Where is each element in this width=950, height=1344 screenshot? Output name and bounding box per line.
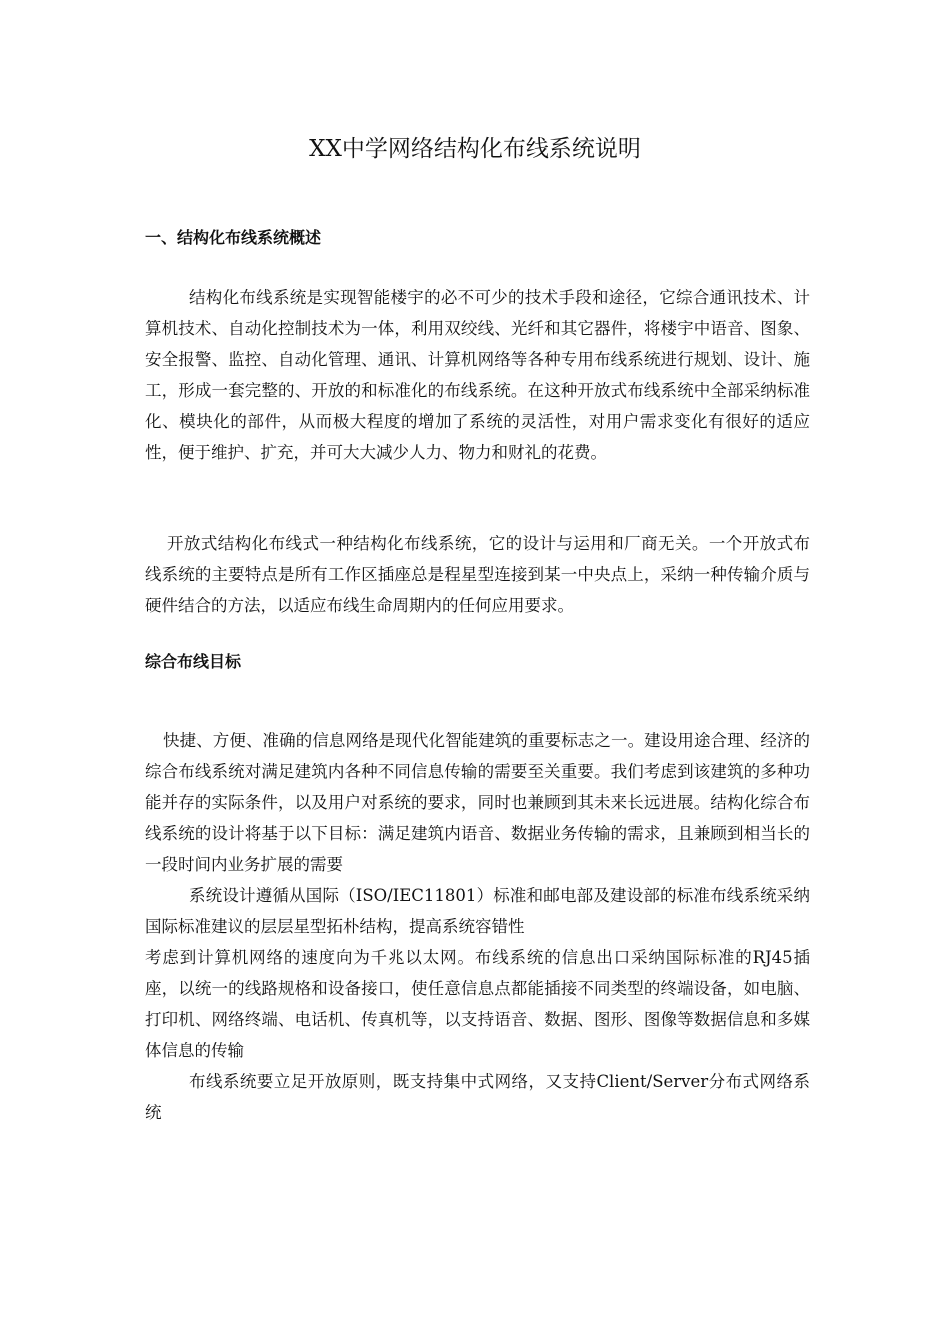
paragraph-goals-4: 布线系统要立足开放原则，既支持集中式网络，又支持Client/Server分布式网络系统 <box>145 1072 810 1122</box>
paragraph-goals-2: 系统设计遵循从国际（ISO/IEC11801）标准和邮电部及建设部的标准布线系统采纳国际标准建议的层层星型拓朴结构，提高系统容错性 <box>145 886 810 936</box>
section-heading-goals: 综合布线目标 <box>145 652 242 671</box>
paragraph-goals-1: 快捷、方便、准确的信息网络是现代化智能建筑的重要标志之一。建设用途合理、经济的综合布线系统对满足建筑内各种不同信息传输的需要至关重要。我们考虑到该建筑的多种功能并存的实际条件，以及用户对系统的要求，同时也兼顾到其未来长远进展。结构化综合布线系统的设计将基于以下目标：满足建筑内语音、数据业务传输的需求，且兼顾到相当长的一段时间内业务扩展的需要 <box>145 731 810 874</box>
paragraph-goals-3: 考虑到计算机网络的速度向为千兆以太网。布线系统的信息出口采纳国际标准的RJ45插座，以统一的线路规格和设备接口，使任意信息点都能插接不同类型的终端设备，如电脑、打印机、网络终端、电话机、传真机等，以支持语音、数据、图形、图像等数据信息和多媒体信息的传输 <box>145 948 810 1060</box>
paragraph-overview-2: 开放式结构化布线式一种结构化布线系统，它的设计与运用和厂商无关。一个开放式布线系统的主要特点是所有工作区插座总是程星型连接到某一中央点上，采纳一种传输介质与硬件结合的方法，以适应布线生命周期内的任何应用要求。 <box>145 534 810 615</box>
paragraph-overview-1: 结构化布线系统是实现智能楼宇的必不可少的技术手段和途径，它综合通讯技术、计算机技术、自动化控制技术为一体，利用双绞线、光纤和其它器件，将楼宇中语音、图象、安全报警、监控、自动化管理、通讯、计算机网络等各种专用布线系统进行规划、设计、施工，形成一套完整的、开放的和标准化的布线系统。在这种开放式布线系统中全部采纳标准化、模块化的部件，从而极大程度的增加了系统的灵活性，对用户需求变化有很好的适应性，便于维护、扩充，并可大大减少人力、物力和财礼的花费。 <box>145 288 810 462</box>
document-title: XX中学网络结构化布线系统说明 <box>309 136 641 162</box>
section-heading-overview: 一、结构化布线系统概述 <box>145 228 322 247</box>
